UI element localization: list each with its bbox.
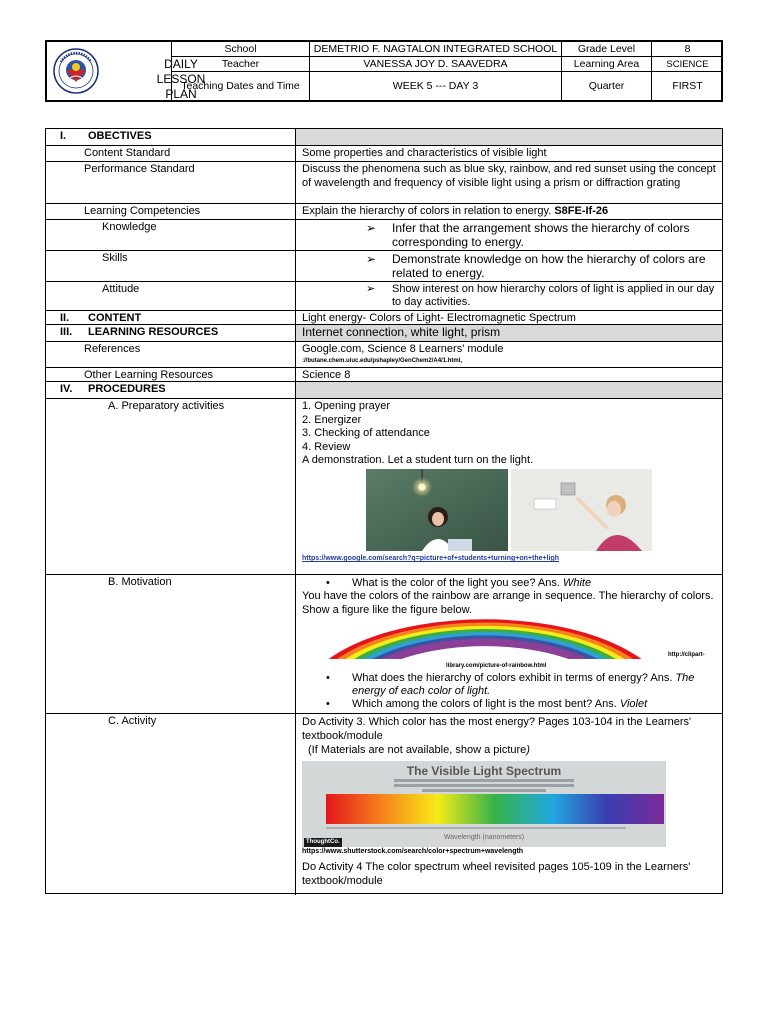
row-value: Discuss the phenomena such as blue sky, rainbow, and red sunset using the concept of wavelength and frequency of visible light using a prism or diffraction grating <box>302 163 716 189</box>
row-label: Knowledge <box>46 220 296 250</box>
spectrum-brand: ThoughtCo. <box>306 839 340 845</box>
arrow-bullet-icon: ➢ <box>366 252 377 266</box>
area-value: SCIENCE <box>651 57 723 71</box>
row-label: B. Motivation <box>46 575 296 713</box>
note-text: (If Materials are not available, show a picture <box>308 744 527 756</box>
performance-standard-row <box>46 162 722 204</box>
section-heading <box>46 382 296 398</box>
shaded-cell <box>296 382 722 398</box>
motivation-question <box>352 577 591 590</box>
row-label: Other Learning Resources <box>46 368 296 381</box>
question-text: What does the hierarchy of colors exhibit in terms of energy? Ans. <box>352 672 673 684</box>
rainbow-graphic <box>302 615 668 659</box>
spectrum-caption: Wavelength (nanometers) <box>443 834 525 841</box>
row-value <box>296 251 722 281</box>
spectrum-title: The Visible Light Spectrum <box>406 764 562 778</box>
title-line: DAILY <box>164 57 198 71</box>
attitude-text: Show interest on how hierarchy colors of light is applied in our day to day activities. <box>392 283 715 308</box>
question-text: Which among the colors of light is the most bent? Ans. <box>352 698 617 710</box>
row-value: Science 8 <box>302 369 351 381</box>
lesson-plan-table <box>45 128 723 894</box>
school-value: DEMETRIO F. NAGTALON INTEGRATED SCHOOL <box>309 42 561 56</box>
competency-code: S8FE-If-26 <box>554 205 609 217</box>
content-row <box>46 311 722 325</box>
section-heading <box>46 129 296 145</box>
row-label: Learning Competencies <box>46 204 296 219</box>
activity4-text: Do Activity 4 The color spectrum wheel revisited pages 105-109 in the Learners' textbook/module <box>302 861 691 887</box>
row-value: Internet connection, white light, prism <box>296 325 722 341</box>
competency-text: Explain the hierarchy of colors in relation to energy. <box>302 205 552 217</box>
row-value <box>296 220 722 250</box>
activity-row <box>46 714 722 895</box>
title-line: LESSON <box>156 72 206 86</box>
procedures-heading-row <box>46 382 722 399</box>
quarter-label: Quarter <box>561 72 651 100</box>
bullet-icon: • <box>326 577 330 589</box>
row-value <box>296 342 722 367</box>
row-value: Some properties and characteristics of visible light <box>302 147 547 159</box>
section-heading <box>46 311 296 324</box>
arrow-bullet-icon: ➢ <box>366 283 376 295</box>
prep-item: 1. Opening prayer <box>302 400 391 412</box>
section-title: CONTENT <box>88 312 142 324</box>
lesson-header-table <box>45 40 723 102</box>
teacher-label: Teacher <box>171 57 309 71</box>
area-label: Learning Area <box>561 57 651 71</box>
section-number: I. <box>60 130 67 142</box>
row-label: Performance Standard <box>46 162 296 203</box>
quarter-value: FIRST <box>651 72 723 100</box>
answer-text: White <box>562 577 592 589</box>
references-text: Google.com, Science 8 Learners' module <box>302 343 504 355</box>
teacher-value: VANESSA JOY D. SAAVEDRA <box>309 57 561 71</box>
skills-row <box>46 251 722 282</box>
row-label: Content Standard <box>46 146 296 161</box>
references-url[interactable]: ://butane.chem.uiuc.edu/pshapley/GenChem2/A4/1.html, <box>302 357 463 364</box>
row-value <box>296 575 722 713</box>
other-resources-row <box>46 368 722 382</box>
motivation-question <box>352 698 647 711</box>
section-title: OBECTIVES <box>88 130 152 142</box>
section-heading <box>46 325 296 341</box>
activity-note <box>302 743 716 757</box>
knowledge-row <box>46 220 722 251</box>
row-value <box>296 282 722 310</box>
motivation-question <box>352 672 716 698</box>
references-row <box>46 342 722 368</box>
section-title: LEARNING RESOURCES <box>88 326 219 338</box>
motivation-row <box>46 575 722 714</box>
answer-text: Violet <box>619 698 648 710</box>
bullet-icon: • <box>326 698 330 710</box>
grade-value: 8 <box>651 42 723 56</box>
objectives-heading-row <box>46 129 722 146</box>
prep-demo-text: A demonstration. Let a student turn on the light. <box>302 454 534 466</box>
section-number: II. <box>60 312 70 324</box>
dates-label: Teaching Dates and Time <box>171 72 309 100</box>
spectrum-link[interactable]: https://www.shutterstock.com/search/color+spectrum+wavelength <box>302 848 524 855</box>
title-line: PLAN <box>165 87 197 101</box>
students-photos <box>366 469 652 551</box>
rainbow-link[interactable]: library.com/picture-of-rainbow.html <box>446 663 547 669</box>
motivation-text: You have the colors of the rainbow are arrange in sequence. The hierarchy of colors. Show a figure like the figure below. <box>302 590 714 616</box>
prep-item: 3. Checking of attendance <box>302 427 430 439</box>
arrow-bullet-icon: ➢ <box>366 221 377 235</box>
rainbow-link[interactable]: http://clipart- <box>668 652 705 658</box>
deped-seal-logo <box>53 48 99 94</box>
skills-text: Demonstrate knowledge on how the hierarchy of colors are related to energy. <box>392 252 706 280</box>
section-number: IV. <box>60 383 73 395</box>
visible-light-spectrum-image <box>302 761 666 847</box>
knowledge-text: Infer that the arrangement shows the hierarchy of colors corresponding to energy. <box>392 221 690 249</box>
resources-heading-row <box>46 325 722 342</box>
prep-item: 2. Energizer <box>302 413 362 426</box>
rainbow-image <box>302 615 668 659</box>
section-title: PROCEDURES <box>88 383 166 395</box>
preparatory-row <box>46 399 722 575</box>
row-value <box>296 204 722 219</box>
row-value <box>296 399 722 574</box>
row-value <box>296 714 722 895</box>
row-label: Skills <box>46 251 296 281</box>
attitude-row <box>46 282 722 311</box>
logo-cell <box>47 42 206 101</box>
row-label: References <box>46 342 296 367</box>
bullet-icon: • <box>326 672 330 684</box>
competencies-row <box>46 204 722 220</box>
row-label: A. Preparatory activities <box>46 399 296 574</box>
row-label: C. Activity <box>46 714 296 895</box>
row-label: Attitude <box>46 282 296 310</box>
question-text: What is the color of the light you see? Ans. <box>352 577 560 589</box>
prep-image-link[interactable]: https://www.google.com/search?q=picture+of+students+turning+on+the+ligh <box>302 555 560 562</box>
answer-text: The energy of each color of light. <box>352 672 695 697</box>
shaded-cell <box>296 129 722 145</box>
dates-value: WEEK 5 --- DAY 3 <box>309 72 561 100</box>
grade-label: Grade Level <box>561 42 651 56</box>
note-end: ) <box>526 744 530 756</box>
student-turning-on-light-photo <box>366 469 652 551</box>
activity-text: Do Activity 3. Which color has the most energy? Pages 103-104 in the Learners' textbook/module <box>302 716 692 742</box>
prep-item: 4. Review <box>302 440 351 453</box>
section-number: III. <box>60 326 73 338</box>
content-standard-row <box>46 146 722 162</box>
row-value: Light energy- Colors of Light- Electromagnetic Spectrum <box>302 312 576 324</box>
school-label: School <box>171 42 309 56</box>
